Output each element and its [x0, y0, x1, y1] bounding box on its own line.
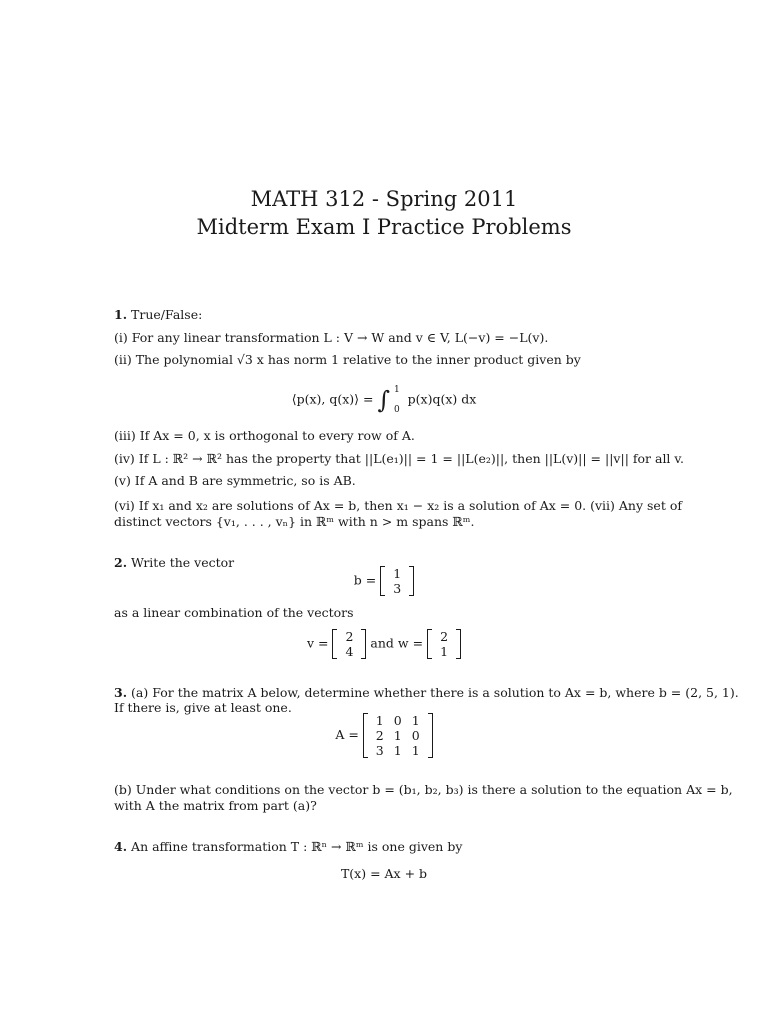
matrix-entry: 2 [375, 728, 384, 743]
matrix-entry: 0 [411, 728, 420, 743]
vector-v-label: v = [306, 635, 329, 651]
problem-3b-text: (b) Under what conditions on the vector b = (b₁, b₂, b₃) is there a solution to the equation Ax = b, [114, 782, 733, 797]
statement-i: (i) For any linear transformation L : V → W and v ∈ V, L(−v) = −L(v). [114, 330, 549, 345]
matrix-entry: 1 [393, 566, 402, 581]
matrix-entry: 3 [375, 743, 384, 758]
inner-product-lhs: ⟨p(x), q(x)⟩ = [291, 391, 374, 407]
statement-iv: (iv) If L : ℝ² → ℝ² has the property that ||L(e₁)|| = 1 = ||L(e₂)||, then ||L(v)|| = ||v|| for all v. [114, 451, 684, 466]
matrix-a-label: A = [335, 727, 359, 742]
matrix-entry: 1 [393, 728, 402, 743]
matrix-entry: 1 [393, 743, 402, 758]
matrix-entry: 0 [393, 713, 402, 728]
problem-number: 3. [114, 685, 128, 700]
statement-v: (v) If A and B are symmetric, so is AB. [114, 473, 356, 488]
matrix-entry: 3 [393, 581, 402, 596]
problem-3-heading [114, 685, 739, 700]
vector-w-label: w = [397, 635, 424, 651]
problem-3a-text-2: If there is, give at least one. [114, 700, 292, 715]
matrix-entry: 1 [411, 743, 420, 758]
matrix-entry: 4 [345, 644, 354, 659]
vector-v-matrix [332, 629, 366, 659]
vector-b-equation [0, 566, 768, 596]
problem-number: 4. [114, 839, 128, 854]
problem-number: 1. [114, 307, 128, 322]
problem-4-heading [114, 839, 462, 854]
integral-limits [394, 380, 400, 420]
vectors-v-w-equation [0, 629, 768, 659]
statement-iii: (iii) If Ax = 0, x is orthogonal to every row of A. [114, 428, 415, 443]
lower-limit: 0 [393, 405, 400, 415]
affine-formula: T(x) = Ax + b [340, 866, 428, 881]
matrix-entry: 2 [345, 629, 354, 644]
problem-2-text: Write the vector [131, 555, 235, 570]
matrix-a-equation [0, 713, 768, 758]
statement-vi: (vi) If x₁ and x₂ are solutions of Ax = b, then x₁ − x₂ is a solution of Ax = 0. (vii) Any set of [114, 498, 682, 513]
matrix-a [363, 713, 433, 758]
integral-sign: ∫ [377, 386, 390, 414]
problem-number: 2. [114, 555, 128, 570]
problem-1-label: True/False: [131, 307, 203, 322]
statement-vii: distinct vectors {v₁, . . . , vₙ} in ℝᵐ with n > m spans ℝᵐ. [114, 514, 475, 529]
problem-3b-text-2: with A the matrix from part (a)? [114, 798, 317, 813]
inner-product-formula [0, 380, 768, 420]
problem-4-text: An affine transformation T : ℝⁿ → ℝᵐ is one given by [131, 839, 463, 854]
vector-b-label: b = [353, 572, 377, 588]
matrix-entry: 2 [440, 629, 449, 644]
vector-b-matrix [380, 566, 414, 596]
and-word: and [370, 635, 394, 651]
matrix-entry: 1 [375, 713, 384, 728]
upper-limit: 1 [393, 385, 400, 395]
problem-2-text-2: as a linear combination of the vectors [114, 605, 354, 620]
problem-3a-text: (a) For the matrix A below, determine whether there is a solution to Ax = b, where b = (2, 5, 1). [131, 685, 739, 700]
inner-product-rhs: p(x)q(x) dx [407, 391, 477, 407]
exam-title: MATH 312 - Spring 2011 [250, 187, 518, 211]
exam-subtitle: Midterm Exam I Practice Problems [196, 215, 572, 239]
matrix-entry: 1 [411, 713, 420, 728]
problem-1-heading [114, 307, 202, 322]
vector-w-matrix [427, 629, 461, 659]
statement-ii: (ii) The polynomial √3 x has norm 1 relative to the inner product given by [114, 352, 581, 367]
matrix-entry: 1 [440, 644, 449, 659]
